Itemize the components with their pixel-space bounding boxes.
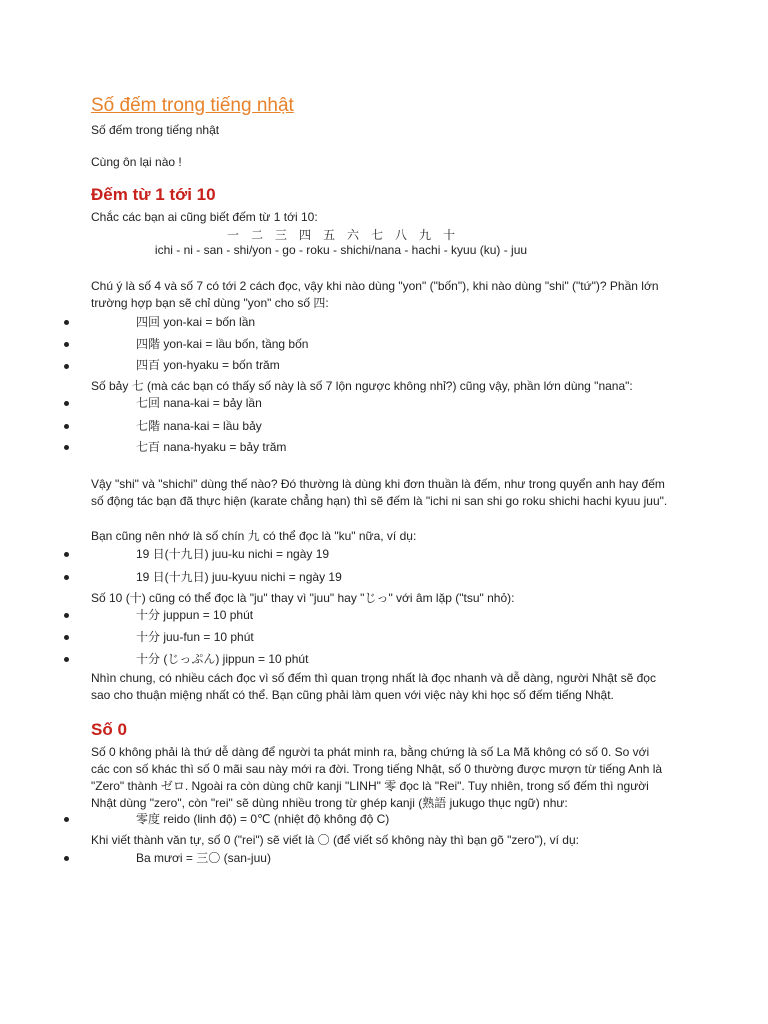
- section-heading-zero: Số 0: [91, 720, 127, 739]
- list-item: 四回 yon-kai = bốn lần: [136, 315, 256, 329]
- subtitle: Số đếm trong tiếng nhật: [91, 123, 220, 137]
- bullet-marker: [64, 424, 69, 429]
- list-item: 四百 yon-hyaku = bốn trăm: [136, 358, 280, 372]
- list-item: 七階 nana-kai = lầu bảy: [136, 419, 262, 433]
- bullet-marker: [64, 575, 69, 580]
- page-title[interactable]: Số đếm trong tiếng nhật: [91, 95, 294, 116]
- count-lead-text: Chắc các bạn ai cũng biết đếm từ 1 tới 10:: [91, 210, 318, 224]
- note-ten: Số 10 (十) cũng có thể đọc là "ju" thay vì "juu" hay "じっ" với âm lặp ("tsu" nhỏ):: [91, 591, 515, 605]
- intro-text: Cùng ôn lại nào !: [91, 155, 182, 169]
- list-item: 零度 reido (linh độ) = 0℃ (nhiệt độ không độ C): [136, 812, 390, 826]
- note-nine: Bạn cũng nên nhớ là số chín 九 có thể đọc là "ku" nữa, ví dụ:: [91, 529, 417, 543]
- zero-paragraph: Số 0 không phải là thứ dễ dàng để người ta phát minh ra, bằng chứng là số La Mã không có số 0. So với các con số khác thì số 0 mãi sau này mới ra đời. Trong tiếng Nhật, số 0 thường được mượn từ tiếng Anh là "Zero" thành ゼロ. Ngoài ra còn dùng chữ kanji "LINH" 零 đọc là "Rei". Tuy nhiên, trong số đếm thì người Nhật dùng "zero", còn "rei" sẽ dùng nhiều trong từ ghép kanji (熟語 jukugo thục ngữ) như:: [91, 745, 663, 810]
- list-item: 19 日(十九日) juu-kyuu nichi = ngày 19: [136, 570, 342, 584]
- list-item: 七回 nana-kai = bảy lần: [136, 396, 262, 410]
- note-four-seven: Chú ý là số 4 và số 7 có tới 2 cách đọc, vậy khi nào dùng "yon" ("bốn"), khi nào dùng "shi" ("tứ")? Phần lớn trường hợp bạn sẽ chỉ dùng "yon" cho số 四:: [91, 279, 659, 310]
- write-zero-note: Khi viết thành văn tự, số 0 ("rei") sẽ viết là 〇 (để viết số không này thì bạn gõ "zero"), ví dụ:: [91, 833, 579, 847]
- section-heading-count-1-10: Đếm từ 1 tới 10: [91, 185, 216, 204]
- bullet-marker: [64, 552, 69, 557]
- list-item: 四階 yon-kai = lầu bốn, tầng bốn: [136, 337, 309, 351]
- list-item: 十分 (じっぷん) jippun = 10 phút: [136, 652, 309, 666]
- list-item: 十分 juppun = 10 phút: [136, 608, 254, 622]
- bullet-marker: [64, 635, 69, 640]
- bullet-marker: [64, 817, 69, 822]
- list-item: 十分 juu-fun = 10 phút: [136, 630, 254, 644]
- readings-row: ichi - ni - san - shi/yon - go - roku - shichi/nana - hachi - kyuu (ku) - juu: [154, 243, 528, 257]
- bullet-marker: [64, 364, 69, 369]
- bullet-marker: [64, 342, 69, 347]
- bullet-marker: [64, 320, 69, 325]
- bullet-marker: [64, 657, 69, 662]
- summary-paragraph: Nhìn chung, có nhiều cách đọc vì số đếm thì quan trọng nhất là đọc nhanh và dễ dàng, người Nhật sẽ đọc sao cho thuận miệng nhất có thể. Bạn cũng phải làm quen với việc này khi học số đếm tiếng Nhật.: [91, 671, 656, 702]
- list-item: 七百 nana-hyaku = bảy trăm: [136, 440, 287, 454]
- kanji-numbers-row: 一 二 三 四 五 六 七 八 九 十: [226, 228, 455, 242]
- list-item: Ba mươi = 三〇 (san-juu): [136, 851, 271, 865]
- bullet-marker: [64, 401, 69, 406]
- shi-shichi-paragraph: Vậy "shi" và "shichi" dùng thế nào? Đó thường là dùng khi đơn thuần là đếm, như trong quyển anh hay đếm số động tác bạn đã thực hiện (karate chẳng hạn) thì sẽ đếm là "ichi ni san shi go roku shichi hachi kyuu juu".: [91, 477, 668, 508]
- bullet-marker: [64, 856, 69, 861]
- list-item: 19 日(十九日) juu-ku nichi = ngày 19: [136, 547, 330, 561]
- note-seven: Số bảy 七 (mà các bạn có thấy số này là số 7 lộn ngược không nhỉ?) cũng vậy, phần lớn dùng "nana":: [91, 379, 633, 393]
- bullet-marker: [64, 445, 69, 450]
- bullet-marker: [64, 613, 69, 618]
